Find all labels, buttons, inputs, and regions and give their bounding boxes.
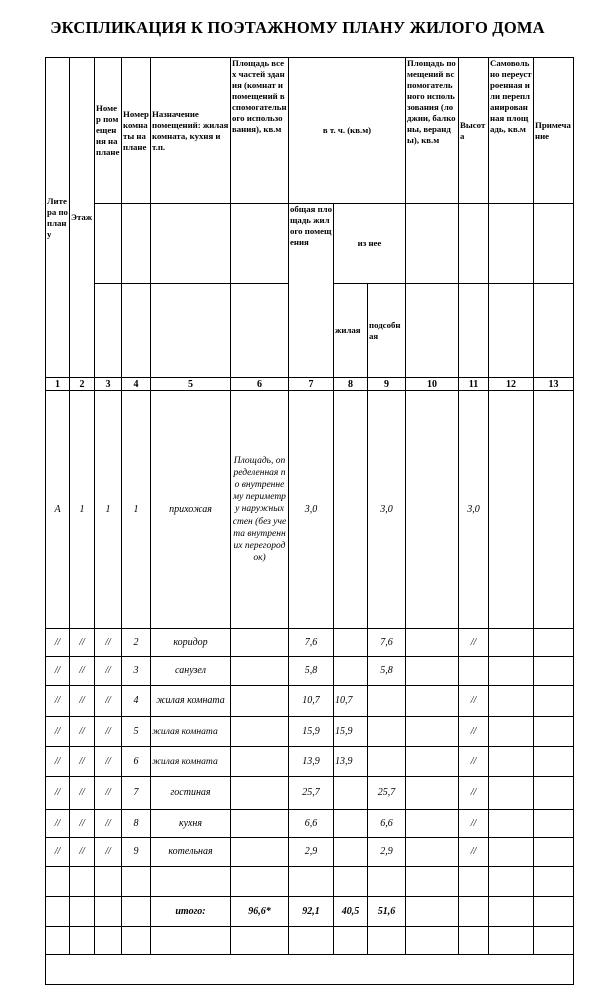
column-number: 5 xyxy=(151,378,231,391)
cell-unauth xyxy=(489,686,534,717)
header-notes: Примечание xyxy=(534,58,574,204)
header-premise-number: Номер помещения на плане xyxy=(95,58,122,204)
cell-floor: 1 xyxy=(70,391,95,629)
table-row xyxy=(46,391,574,629)
cell-living xyxy=(334,657,368,686)
cell-floor: // xyxy=(70,777,95,810)
cell-unauth xyxy=(489,391,534,629)
cell-living-total: 6,6 xyxy=(289,810,334,838)
cell-floor: // xyxy=(70,629,95,657)
cell-living-total: 3,0 xyxy=(289,391,334,629)
table-row xyxy=(46,717,574,747)
cell-premise: // xyxy=(95,777,122,810)
cell-room-name: жилая комната xyxy=(151,747,231,777)
cell-unauth xyxy=(489,657,534,686)
cell-height: // xyxy=(459,747,489,777)
cell-area xyxy=(231,777,289,810)
cell-aux xyxy=(406,717,459,747)
header-including: в т. ч. (кв.м) xyxy=(289,58,406,204)
cell-living xyxy=(334,777,368,810)
table-row xyxy=(46,777,574,810)
cell-room-name: коридор xyxy=(151,629,231,657)
cell-floor: // xyxy=(70,686,95,717)
cell-room: 6 xyxy=(122,747,151,777)
cell-height: // xyxy=(459,686,489,717)
cell-utility: 2,9 xyxy=(368,838,406,867)
cell-aux xyxy=(406,657,459,686)
cell-room: 8 xyxy=(122,810,151,838)
cell-liter: // xyxy=(46,629,70,657)
cell-utility xyxy=(368,747,406,777)
cell-notes xyxy=(534,810,574,838)
footer-row xyxy=(46,955,574,985)
cell-area xyxy=(231,717,289,747)
cell-notes xyxy=(534,717,574,747)
table-row xyxy=(46,747,574,777)
cell-utility: 7,6 xyxy=(368,629,406,657)
cell-notes xyxy=(534,777,574,810)
explication-table xyxy=(45,57,574,985)
table-row xyxy=(46,810,574,838)
header-living-total: общая площадь жилого помещения xyxy=(289,204,334,378)
cell-aux xyxy=(406,838,459,867)
column-number: 8 xyxy=(334,378,368,391)
cell-liter: // xyxy=(46,777,70,810)
cell-height: // xyxy=(459,717,489,747)
cell-living-total: 2,9 xyxy=(289,838,334,867)
cell-area xyxy=(231,747,289,777)
cell-living: 13,9 xyxy=(334,747,368,777)
cell-area-note: Площадь, определенная по внутреннему периметру наружных стен (без учета внутренних перегородок) xyxy=(231,391,289,629)
cell-aux xyxy=(406,810,459,838)
cell-liter: // xyxy=(46,657,70,686)
cell-premise: // xyxy=(95,686,122,717)
cell-living xyxy=(334,629,368,657)
header-height: Высота xyxy=(459,58,489,204)
cell-room: 3 xyxy=(122,657,151,686)
column-number: 11 xyxy=(459,378,489,391)
column-number: 9 xyxy=(368,378,406,391)
cell-room-name: кухня xyxy=(151,810,231,838)
cell-liter: // xyxy=(46,838,70,867)
cell-room-name: гостиная xyxy=(151,777,231,810)
cell-living: 10,7 xyxy=(334,686,368,717)
cell-area xyxy=(231,686,289,717)
cell-area xyxy=(231,838,289,867)
cell-unauth xyxy=(489,629,534,657)
cell-utility: 6,6 xyxy=(368,810,406,838)
cell-notes xyxy=(534,391,574,629)
header-row-2 xyxy=(46,204,574,284)
cell-liter: // xyxy=(46,810,70,838)
cell-liter: // xyxy=(46,686,70,717)
header-of-which: из нее xyxy=(334,204,406,284)
cell-premise: // xyxy=(95,629,122,657)
cell-room-name: жилая комната xyxy=(151,686,231,717)
cell-room-name: прихожая xyxy=(151,391,231,629)
cell-height: // xyxy=(459,777,489,810)
cell-living-total: 13,9 xyxy=(289,747,334,777)
cell-height: 3,0 xyxy=(459,391,489,629)
cell-room: 4 xyxy=(122,686,151,717)
table-row xyxy=(46,838,574,867)
cell-aux xyxy=(406,747,459,777)
table-row xyxy=(46,629,574,657)
cell-aux xyxy=(406,391,459,629)
cell-notes xyxy=(534,838,574,867)
cell-premise: // xyxy=(95,717,122,747)
cell-notes xyxy=(534,657,574,686)
cell-living-total: 10,7 xyxy=(289,686,334,717)
cell-utility: 5,8 xyxy=(368,657,406,686)
header-row-1 xyxy=(46,58,574,204)
cell-notes xyxy=(534,686,574,717)
header-purpose: Назначение помещений: жилая комната, кухня и т.п. xyxy=(151,58,231,204)
cell-floor: // xyxy=(70,810,95,838)
header-unauthorized-area: Самовольно переустроенная или перепланированная площадь, кв.м xyxy=(489,58,534,204)
cell-liter: А xyxy=(46,391,70,629)
totals-label: итого: xyxy=(151,897,231,927)
cell-living-total: 5,8 xyxy=(289,657,334,686)
cell-premise: // xyxy=(95,657,122,686)
cell-area xyxy=(231,657,289,686)
cell-floor: // xyxy=(70,747,95,777)
cell-height xyxy=(459,657,489,686)
cell-area xyxy=(231,629,289,657)
header-living: жилая xyxy=(334,284,368,378)
blank-row xyxy=(46,867,574,897)
column-number: 6 xyxy=(231,378,289,391)
cell-living-total: 15,9 xyxy=(289,717,334,747)
cell-floor: // xyxy=(70,838,95,867)
header-floor: Этаж xyxy=(70,58,95,378)
cell-room: 7 xyxy=(122,777,151,810)
header-room-number: Номер комнаты на плане xyxy=(122,58,151,204)
cell-premise: // xyxy=(95,810,122,838)
column-number: 1 xyxy=(46,378,70,391)
column-numbers-row xyxy=(46,378,574,391)
header-aux-area: Площадь помещений вспомогательного использования (лоджии, балконы, веранды), кв.м xyxy=(406,58,459,204)
column-number: 12 xyxy=(489,378,534,391)
cell-premise: // xyxy=(95,838,122,867)
cell-unauth xyxy=(489,747,534,777)
cell-room: 9 xyxy=(122,838,151,867)
cell-living xyxy=(334,391,368,629)
cell-unauth xyxy=(489,838,534,867)
cell-area xyxy=(231,810,289,838)
cell-living-total: 25,7 xyxy=(289,777,334,810)
cell-utility xyxy=(368,717,406,747)
cell-premise: // xyxy=(95,747,122,777)
cell-liter: // xyxy=(46,717,70,747)
cell-aux xyxy=(406,686,459,717)
cell-floor: // xyxy=(70,657,95,686)
cell-aux xyxy=(406,777,459,810)
blank-row xyxy=(46,927,574,955)
cell-height: // xyxy=(459,810,489,838)
cell-room: 1 xyxy=(122,391,151,629)
cell-utility: 25,7 xyxy=(368,777,406,810)
cell-utility: 3,0 xyxy=(368,391,406,629)
cell-notes xyxy=(534,747,574,777)
column-number: 4 xyxy=(122,378,151,391)
cell-liter: // xyxy=(46,747,70,777)
cell-floor: // xyxy=(70,717,95,747)
column-number: 3 xyxy=(95,378,122,391)
cell-unauth xyxy=(489,810,534,838)
header-utility: подсобная xyxy=(368,284,406,378)
cell-room-name: котельная xyxy=(151,838,231,867)
cell-room: 5 xyxy=(122,717,151,747)
table-row xyxy=(46,657,574,686)
cell-room-name: жилая комната xyxy=(151,717,231,747)
header-liter: Литера по плану xyxy=(46,58,70,378)
totals-living: 40,5 xyxy=(334,897,368,927)
cell-premise: 1 xyxy=(95,391,122,629)
cell-room: 2 xyxy=(122,629,151,657)
column-number: 2 xyxy=(70,378,95,391)
cell-aux xyxy=(406,629,459,657)
totals-living-total: 92,1 xyxy=(289,897,334,927)
cell-room-name: санузел xyxy=(151,657,231,686)
cell-height: // xyxy=(459,629,489,657)
cell-utility xyxy=(368,686,406,717)
column-number: 13 xyxy=(534,378,574,391)
header-total-area: Площадь всех частей здания (комнат и помещений вспомогательного использования), кв.м xyxy=(231,58,289,204)
column-number: 10 xyxy=(406,378,459,391)
cell-living xyxy=(334,810,368,838)
cell-unauth xyxy=(489,717,534,747)
totals-row xyxy=(46,897,574,927)
cell-living xyxy=(334,838,368,867)
cell-living: 15,9 xyxy=(334,717,368,747)
cell-unauth xyxy=(489,777,534,810)
totals-all-area: 96,6* xyxy=(231,897,289,927)
document-title: ЭКСПЛИКАЦИЯ К ПОЭТАЖНОМУ ПЛАНУ ЖИЛОГО ДОМА xyxy=(50,18,545,37)
column-number: 7 xyxy=(289,378,334,391)
table-row xyxy=(46,686,574,717)
cell-height: // xyxy=(459,838,489,867)
cell-living-total: 7,6 xyxy=(289,629,334,657)
totals-utility: 51,6 xyxy=(368,897,406,927)
cell-notes xyxy=(534,629,574,657)
